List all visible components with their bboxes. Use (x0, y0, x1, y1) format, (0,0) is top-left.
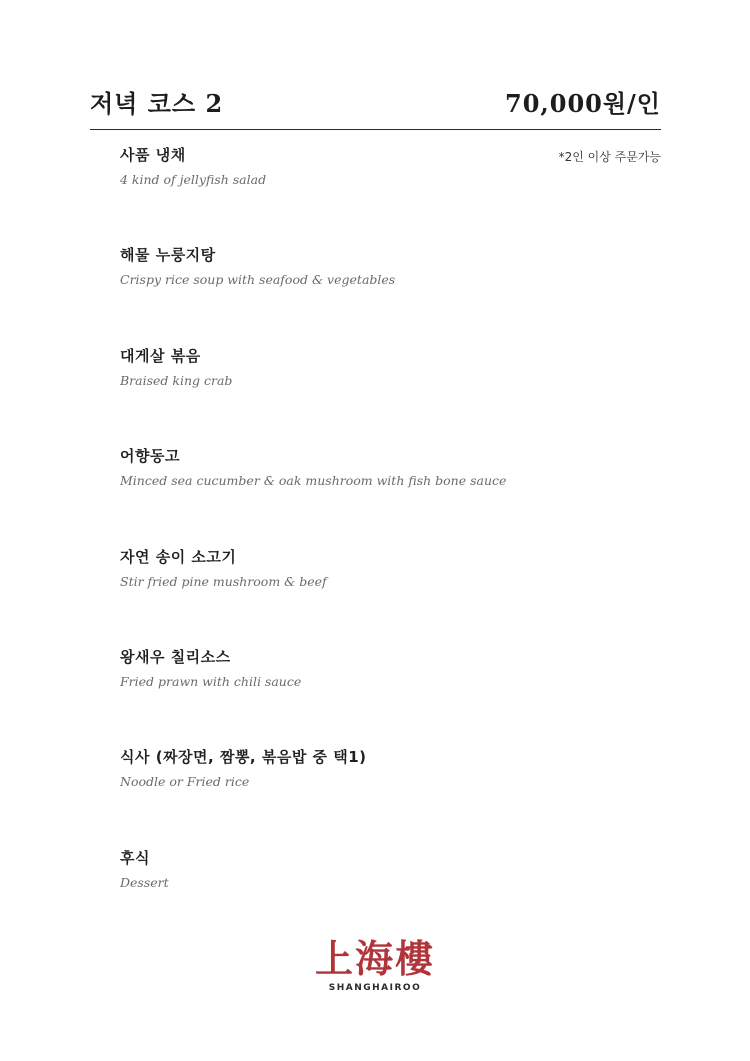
course-price: 70,000원/인 (505, 89, 661, 118)
menu-item-description: Dessert (120, 874, 169, 890)
menu-item-description: Fried prawn with chili sauce (120, 673, 302, 689)
menu-item-description: Stir fried pine mushroom & beef (120, 573, 327, 589)
restaurant-logo (0, 936, 750, 993)
menu-item-name: 해물 누룽지탕 (120, 246, 216, 265)
menu-item-description: Minced sea cucumber & oak mushroom with fish bone sauce (120, 473, 507, 489)
menu-item (120, 244, 600, 344)
menu-item-name: 사품 냉채 (120, 146, 186, 164)
menu-item-name: 어향동고 (120, 447, 180, 466)
menu-item (120, 546, 600, 646)
menu-item-name: 식사 (짜장면, 짬뽕, 볶음밥 중 택1) (120, 748, 367, 767)
logo-characters: 上海樓 (314, 936, 435, 981)
menu-item (120, 746, 600, 846)
menu-list (120, 144, 600, 947)
logo-subtitle: SHANGHAIROO (328, 983, 422, 993)
menu-item-name: 후식 (120, 848, 150, 867)
menu-item (120, 847, 600, 947)
menu-item (120, 144, 600, 244)
menu-item-description: Crispy rice soup with seafood & vegetables (120, 272, 396, 288)
menu-item (120, 445, 600, 545)
menu-item-description: 4 kind of jellyfish salad (120, 172, 267, 187)
menu-item-name: 왕새우 칠리소스 (120, 647, 231, 666)
menu-item-description: Noodle or Fried rice (120, 774, 250, 790)
header-divider (90, 129, 661, 130)
course-header (90, 84, 661, 124)
menu-item (120, 646, 600, 746)
menu-item-description: Braised king crab (120, 372, 233, 388)
min-order-note: *2인 이상 주문가능 (558, 150, 661, 164)
menu-item-name: 자연 송이 소고기 (120, 547, 237, 566)
menu-item-name: 대게살 볶음 (120, 346, 201, 365)
course-title: 저녁 코스 2 (90, 89, 224, 118)
menu-item (120, 345, 600, 445)
